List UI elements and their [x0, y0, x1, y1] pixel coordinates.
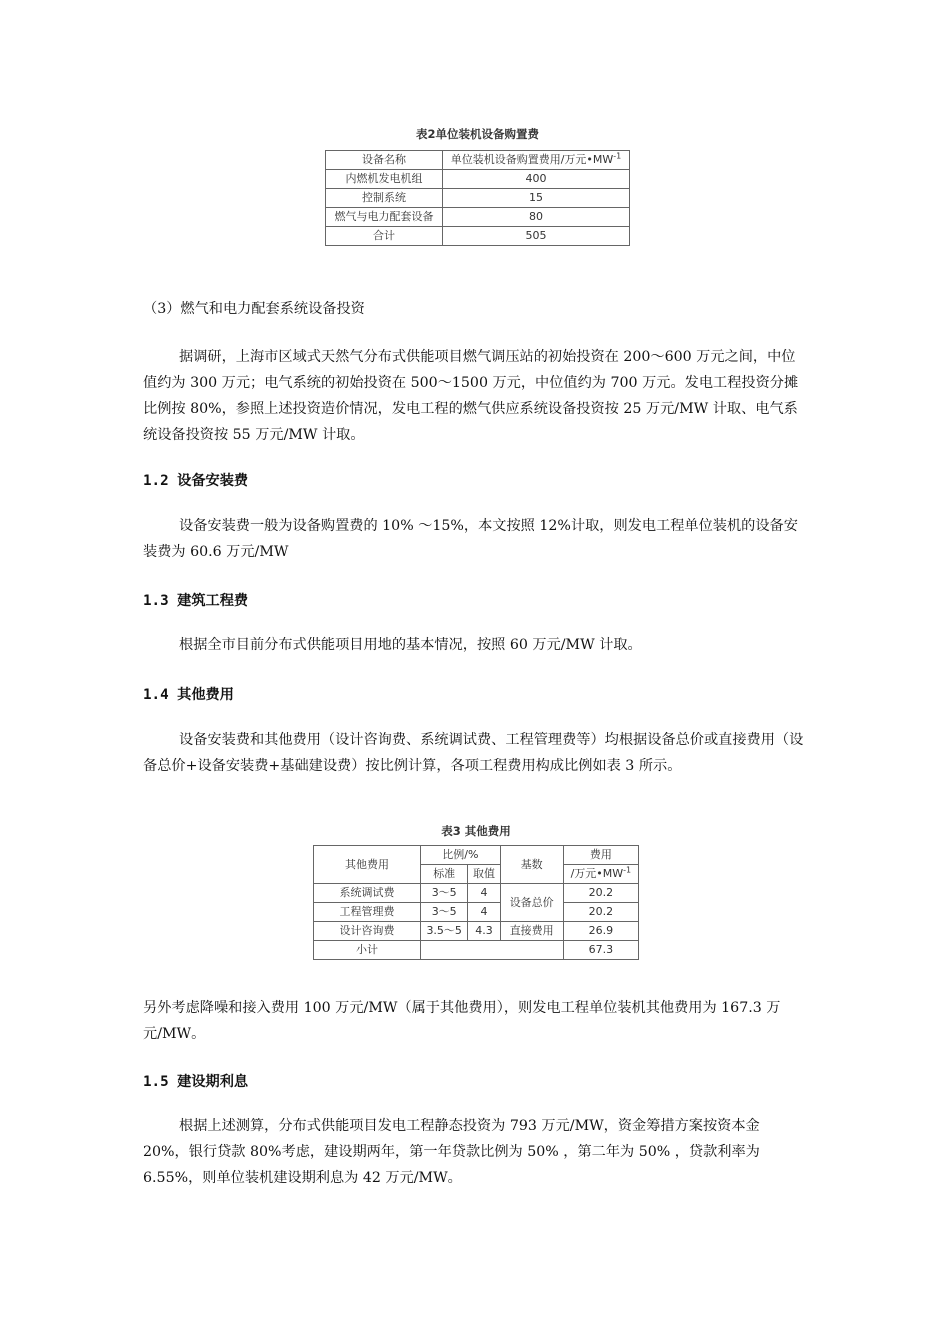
- table3-cell: 直接费用: [500, 922, 563, 941]
- table3-cell: 工程管理费: [314, 903, 421, 922]
- table3-cell: 3.5～5: [421, 922, 468, 941]
- table2-cell: 15: [443, 189, 630, 208]
- table-row: [314, 846, 639, 865]
- heading-1-5: 1.5 建设期利息: [143, 1074, 249, 1090]
- table2-cell: 控制系统: [326, 189, 443, 208]
- paragraph-installation: 设备安装费一般为设备购置费的 10% ～15%，本文按照 12%计取，则发电工程单位装机的设备安装费为 60.6 万元/MW: [143, 518, 798, 560]
- table-row: [326, 227, 630, 246]
- paragraph-interest: 根据上述测算，分布式供能项目发电工程静态投资为 793 万元/MW，资金筹措方案按资本金 20%，银行贷款 80%考虑，建设期两年，第一年贷款比例为 50% ，第二年为 50% ，贷款利率为 6.55%，则单位装机建设期利息为 42 万元/MW。: [143, 1118, 760, 1186]
- table3-subtotal-empty: [421, 941, 564, 960]
- table-row: [326, 170, 630, 189]
- table3-cell: 系统调试费: [314, 884, 421, 903]
- table3-header-fee-unit: /万元$•MW^{-1}$: [563, 865, 638, 884]
- table2: [325, 150, 630, 246]
- paragraph-noise-fees: 另外考虑降噪和接入费用 100 万元/MW（属于其他费用），则发电工程单位装机其他费用为 167.3 万元/MW。: [143, 1000, 781, 1042]
- table3-subtotal-value: 67.3: [563, 941, 638, 960]
- table3-cell: 3～5: [421, 903, 468, 922]
- table3-cell: 设计咨询费: [314, 922, 421, 941]
- paragraph-other-fees: 设备安装费和其他费用（设计咨询费、系统调试费、工程管理费等）均根据设备总价或直接费用（设备总价+设备安装费+基础建设费）按比例计算，各项工程费用构成比例如表 3 所示。: [143, 732, 804, 774]
- table3-cell-base-merged: 设备总价: [500, 884, 563, 922]
- table2-cell: 505: [443, 227, 630, 246]
- table2-cell: 400: [443, 170, 630, 189]
- table2-cell: 燃气与电力配套设备: [326, 208, 443, 227]
- table3-cell: 20.2: [563, 903, 638, 922]
- table3-header-ratio: 比例/%: [421, 846, 501, 865]
- table3-cell: 3～5: [421, 884, 468, 903]
- table2-cell: 80: [443, 208, 630, 227]
- table2-header-name: 设备名称: [326, 151, 443, 170]
- paragraph-gas-investment: 据调研，上海市区域式天然气分布式供能项目燃气调压站的初始投资在 200～600 万元之间，中位值约为 300 万元；电气系统的初始投资在 500～1500 万元，中位值约为 700 万元。发电工程投资分摊比例按 80%，参照上述投资造价情况，发电工程的燃气供应系统设备投资按 25 万元/MW 计取、电气系统设备投资按 55 万元/MW 计取。: [143, 349, 799, 443]
- table3-header-fee: 费用: [563, 846, 638, 865]
- table3-cell: 4: [468, 884, 500, 903]
- table3-cell: 4.3: [468, 922, 500, 941]
- table2-cell: 合计: [326, 227, 443, 246]
- table2-cell: 内燃机发电机组: [326, 170, 443, 189]
- table3-cell: 26.9: [563, 922, 638, 941]
- table2-caption: 表2单位装机设备购置费: [415, 127, 539, 141]
- table3-cell: 20.2: [563, 884, 638, 903]
- table3: [313, 845, 639, 960]
- heading-1-3: 1.3 建筑工程费: [143, 593, 249, 609]
- table3-caption: 表3 其他费用: [441, 824, 511, 838]
- table3-header-val: 取值: [468, 865, 500, 884]
- table3-header-other: 其他费用: [314, 846, 421, 884]
- heading-1-4: 1.4 其他费用: [143, 687, 234, 703]
- table-row: [314, 941, 639, 960]
- table-row: [314, 903, 639, 922]
- section3-title: （3）燃气和电力配套系统设备投资: [143, 301, 365, 317]
- table-row: [314, 884, 639, 903]
- table2-header-cost: 单位装机设备购置费用/万元$•MW^{-1}$: [443, 151, 630, 170]
- table3-header-std: 标准: [421, 865, 468, 884]
- table3-subtotal-label: 小计: [314, 941, 421, 960]
- table-row: [326, 189, 630, 208]
- table-row: [314, 922, 639, 941]
- table3-cell: 4: [468, 903, 500, 922]
- heading-1-2: 1.2 设备安装费: [143, 473, 249, 489]
- table3-header-base: 基数: [500, 846, 563, 884]
- table-row: [326, 208, 630, 227]
- table-row: [326, 151, 630, 170]
- paragraph-building: 根据全市目前分布式供能项目用地的基本情况，按照 60 万元/MW 计取。: [179, 637, 642, 653]
